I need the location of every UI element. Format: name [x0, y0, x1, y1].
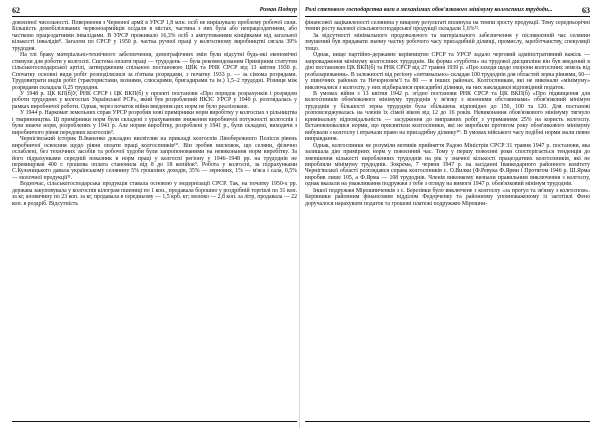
- paragraph: Іншої подружжя Мірошниченків з с. Березівки було виключене з колгоспу «за прогул та зв'язку з колгоспом». Керівники районним фінансовим відділом Федорченку та районному уповноваженому із заготівлі Фено доручалося нарахувати податок та грошові платежі подружжю Мірошни-: [305, 187, 590, 207]
- paragraph: На тлі браку матеріально-технічного забезпечення, демографічних змін були відсутні будь-які економічні стимули для роботи у колгоспі. Система оплати праці — трудодень — була рекомендованим Примірним статутом сільськогосподарської артілі, затвердженим спільною постановою ЦВК та РНК СРСР від 13 квітня 1930 р. Спочатку основні види робіт розподілялися за п'ятьма розрядами, з початку 1933 р. — за сімома розрядами. Трудовитрати видів робіт (трактористами, вознями, слюсарями, бригадирами та ін.) 1,5–2 трудодні. Різниця між розрядами складала 0,25 трудодня.: [12, 52, 297, 91]
- paragraph: Однак, вище партійно-державне керівництво СРСР та УРСР задало черговий адміністративний важіль — запровадження мінімуму колгоспних трудоднів. Як форма «турботи» на трудової дисципліни він був введений в дію постановою ЦК ВКП(б) та РНК СРСР від 27 травня 1939 р. «Про заходи щодо охорони колгоспних земель від розбазарювання». В залежності від регіону «оптимально» складав 100 трудоднів для областей зерна рівнями, 60— у північних районах та Нечорноземʼї та 80 — в інших районах. Колгоспникам, які не виконали «мінімуму» виключалися з колгоспу, у них відбиралися присадибні ділянки, на них накладався відповідний податок.: [305, 52, 590, 91]
- right-footer-rule: [305, 421, 590, 422]
- paragraph: довоєнної чисельності. Повернення з Червоної армії в УРСР 1,8 млн. осіб не вирішувало проблему робочої сили. Більшість демобілізованих червоноармійців осідали в містах, частина з них була або непрацездатними, або частково працездатними інвалідами. В УРСР проживало 16,3% осіб з ампутованими кінцівками від загальної кількості інвалідів⁸. Загалом по СРСР у 1950 р. частка ручної праці у колгоспному виробництві сягала 39% трудодня.: [12, 20, 297, 52]
- left-footer-rule: [12, 421, 297, 422]
- left-page-header: [12, 6, 297, 17]
- paragraph: Однак, колгоспники не розуміли мотивів прийняття Радою Міністрів СРСР 31 травня 1947 р. постанови, яка залишала дію примірних норм у повоєнний час. Тому у першу повоєнні роки спостерігається тенденція до зменшення кількості виробленних трудоднів на рік у значної кількості працездатних колгоспників, які не виробляли мінімуму трудоднів. Зокрема, 7 червня 1947 р. на засіданні Іванкодарного районного комітету Чернігівської області розглядався справа колгоспників с. О.Вилки (Ф.Ревука Ф.Ярми і Протягом 1946 р. Ш.Ярма виробив лише 105, а Ф.Ярма — 108 трудоднів. Членів виконкому визнали правильним виключення з колгоспу, однак вказали на уважливання подружжя з тебе з огляду на вимоги 1947 р. обов'язковий мінімум трудоднів.: [305, 142, 590, 188]
- left-page-body: [12, 20, 297, 207]
- paragraph: У 1948 р. ЦК КП(б)У, РНК СРСР і ЦК ВКП(б) у проекті постанови «Про порядок розрахунків і розрядом роботи трудоднях у колгоспах Української РСР», який був розроблений НКЗС УРСР у 1940 р. розглядалась у рамках виробничої роботи. Однак, через початок війни введення цих норм не було реалізоване.: [12, 90, 297, 110]
- right-running-head: Ролі степового господарства ваги в механізмах обов'язкового мінімуму колгоспних трудодн...: [305, 7, 553, 13]
- right-page-body: [305, 20, 590, 207]
- right-page-header: [305, 6, 590, 17]
- right-page: [300, 0, 600, 428]
- left-running-head: Роман Подкур: [259, 7, 297, 13]
- right-page-number: 63: [582, 6, 590, 15]
- paragraph: Водночас, сільськогосподарська продукція ставала основою у модернізації СРСР. Так, на початку 1950-х рр. держава закуповувала у колгоспів кілограм пшениці по 1 коп., продавала борошно у роздрібній торгівлі по 31 коп. за кг, яловичину по 23 коп. за кг, продавала в середньому — 1,5 крб. кг; молоко — 2,8 коп. за літр, продавала — 22 коп. в роздріб. Відсутність: [12, 181, 297, 207]
- paragraph: Чернігівський історик В.Іваненко докладно висвітлив на прикладі колгоспів Лівобережного Полісся рівень виробничої освоєння щодо рівня оплати праці колгоспників¹⁰. Він зробив висновок, що селяни, фізично ослаблені, без технічних засобів та робочої худоби були запропонованими на невиконання норм виробітку. За його підрахунками середній показник в норм праці у колгоспі регіону у 1946–1948 рр. на трудоднів не перевищував 400 г. грошова оплата становила від 8 до 18 копійок⁹. Робота у колгоспі, за підрахунками С.Кульчицького давала українському селянину 5% грошових доходів, 35% — зернових, 1% — м'яса і сала, 0,5% — молочної продукції¹¹.: [12, 136, 297, 181]
- paragraph: В умовах війни з 13 квітня 1942 р. згідно постанови РНК СРСР та ЦК ВКП(б) «Про підвищення для колгоспників обов'язкового мінімуму трудоднів у зв'язку з воєнними обставинами» обов'язковий мінімум трудоднів у більшості зерна трудоднів була збільшена відповідно до 150, 100 та 120. Для постанові розповсюджувалась на членів їх сімей віком від 12 до 16 років. Невиконання обов'язкового мінімуму тягнуло кримінальну відповідальність — засудження до виправних робіт з утриманням 25% на користь колгоспу. Встановлювалися норми, що присвятили колгоспники, які не виробили протягом року обов'язкового мінімуму вибували з колгоспу і втрачали право на присадибну ділянку¹⁰. В умовах війського часу подібні норми мали певне виправдання.: [305, 90, 590, 143]
- left-page-number: 62: [12, 6, 20, 15]
- paragraph: У 1944 р. Наркомат земельних справ УРСР розробив нові примірники норм виробітку у колгоспах з рільництва і тваринництва. Ці примірники норм були складені з урахуванням зниження виробничої потужності колгоспів і були нижче норм, розроблених у 1941 р. Але норми виробітку, розроблені у 1941 р., були складені, виходячи з виробничого рівня передовиx колгоспів⁹.: [12, 110, 297, 136]
- paragraph: За відсутності мінімального продовольчого та матеріального забезпечення у післявоєнній час селянин змушений був придавати значну частку робочого часу присадибній ділянці, промислу, заробітчанству, спекуляції тощо.: [305, 32, 590, 52]
- paragraph: фінансової зацікавленості селянина у вищому результаті вплинула на темпи зросту продукції. Тому середньорічні темпи росту валової сільськогосподарської продукції складали 1,6%¹².: [305, 20, 590, 33]
